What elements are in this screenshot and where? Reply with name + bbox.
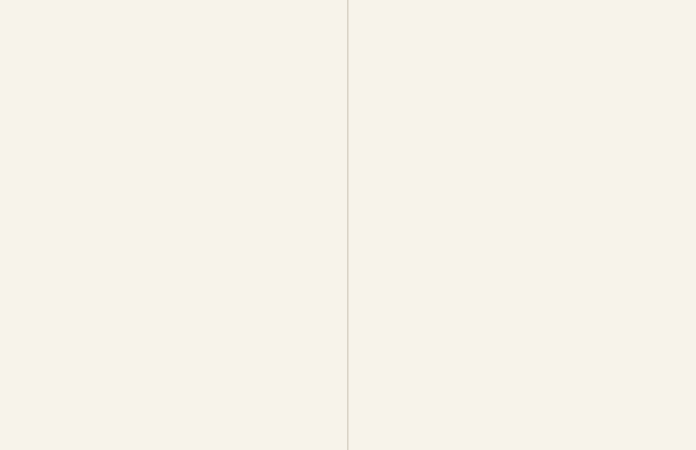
left-col-3: [233, 10, 337, 432]
right-col-2: [471, 10, 575, 432]
right-col-1: [359, 10, 463, 432]
right-page-columns: [359, 10, 686, 432]
right-col-3: [582, 10, 686, 432]
left-col-1: [10, 10, 114, 432]
right-page: [348, 0, 696, 450]
left-pull-quote-1: [80, 5, 170, 7]
left-col-2: [122, 10, 226, 432]
left-page-columns: [10, 10, 337, 432]
